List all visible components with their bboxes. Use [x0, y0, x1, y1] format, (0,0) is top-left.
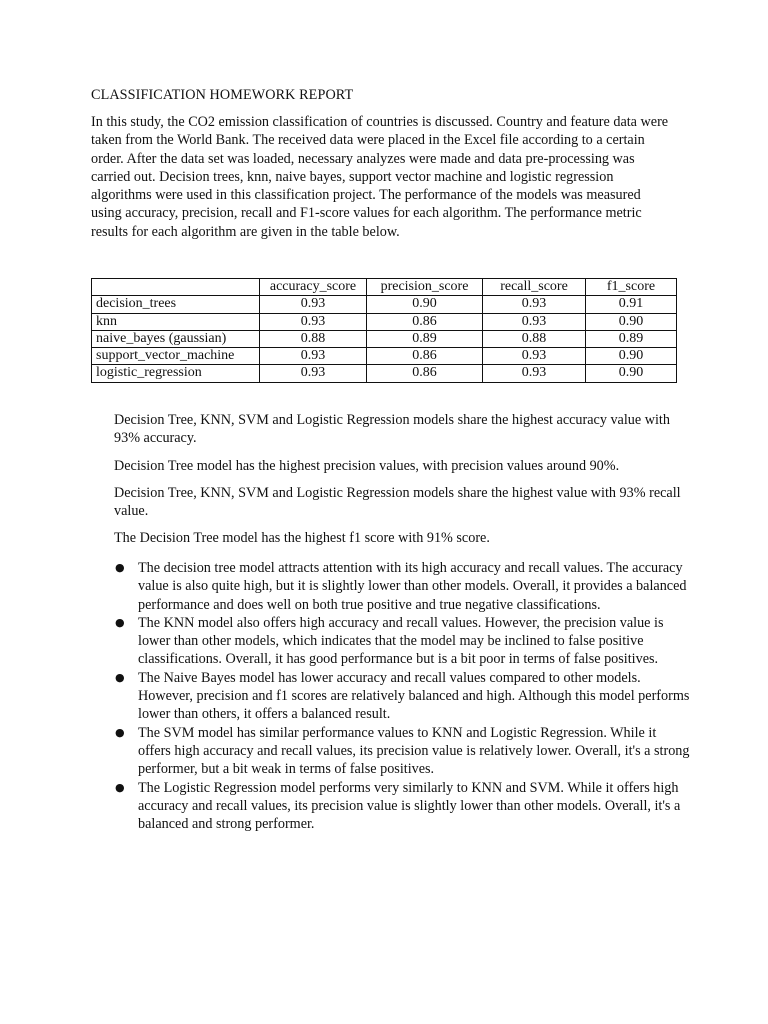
precision-cell: 0.90 — [367, 296, 483, 313]
finding-accuracy: Decision Tree, KNN, SVM and Logistic Regression models share the highest accuracy value with 93% accuracy. — [114, 412, 670, 447]
precision-cell: 0.86 — [367, 365, 483, 382]
f1-cell: 0.91 — [586, 296, 677, 313]
accuracy-cell: 0.88 — [260, 330, 367, 347]
bullet-icon: ● — [115, 615, 125, 629]
model-name-cell: decision_trees — [92, 296, 260, 313]
list-item-text: The decision tree model attracts attention with its high accuracy and recall values. The accuracy value is also quite high, but it is slightly lower than other models. Overall, it provides a balanced performance and does well on both true positive and true negative classifications. — [138, 560, 687, 613]
bullet-icon: ● — [115, 561, 125, 574]
table-row — [92, 296, 677, 313]
report-title: CLASSIFICATION HOMEWORK REPORT — [91, 87, 354, 103]
bullet-icon: ● — [115, 725, 125, 739]
accuracy-cell: 0.93 — [260, 296, 367, 313]
recall-cell: 0.93 — [483, 313, 586, 330]
bullet-icon: ● — [115, 670, 125, 684]
list-item — [91, 614, 691, 669]
model-name-cell: naive_bayes (gaussian) — [92, 330, 260, 347]
model-name-cell: knn — [92, 313, 260, 330]
precision-cell: 0.86 — [367, 313, 483, 330]
finding-f1: The Decision Tree model has the highest f1 score with 91% score. — [114, 530, 490, 547]
header-cell-accuracy: accuracy_score — [260, 279, 367, 296]
header-cell-recall: recall_score — [483, 279, 586, 296]
accuracy-cell: 0.93 — [260, 313, 367, 330]
precision-cell: 0.86 — [367, 348, 483, 365]
model-analysis-list — [91, 559, 691, 833]
list-item-text: The KNN model also offers high accuracy and recall values. However, the precision value is lower than other models, which indicates that the model may be inclined to false positive classifications. Overall, it has good performance but is a bit poor in terms of false positives. — [138, 614, 664, 668]
accuracy-cell: 0.93 — [260, 365, 367, 382]
table-row — [92, 313, 677, 330]
f1-cell: 0.90 — [586, 365, 677, 382]
metrics-table — [91, 278, 677, 383]
bullet-icon: ● — [115, 780, 125, 794]
f1-cell: 0.89 — [586, 330, 677, 347]
recall-cell: 0.93 — [483, 296, 586, 313]
f1-cell: 0.90 — [586, 313, 677, 330]
list-item-text: The SVM model has similar performance values to KNN and Logistic Regression. While it offers high accuracy and recall values, its precision value is relatively lower. Overall, it's a strong performer, but a bit weak in terms of false positives. — [138, 724, 690, 778]
list-item — [91, 724, 691, 779]
table-row — [92, 330, 677, 347]
header-cell-precision: precision_score — [367, 279, 483, 296]
list-item — [91, 779, 691, 834]
model-name-cell: support_vector_machine — [92, 348, 260, 365]
recall-cell: 0.93 — [483, 348, 586, 365]
table-row — [92, 348, 677, 365]
recall-cell: 0.88 — [483, 330, 586, 347]
table-header-row — [92, 279, 677, 296]
list-item-text: The Logistic Regression model performs very similarly to KNN and SVM. While it offers high accuracy and recall values, its precision value is slightly lower than other models. Overall, it's a balanced and strong performer. — [138, 779, 681, 833]
accuracy-cell: 0.93 — [260, 348, 367, 365]
list-item — [91, 559, 691, 614]
finding-recall: Decision Tree, KNN, SVM and Logistic Regression models share the highest value with 93% recall value. — [114, 484, 681, 520]
list-item-text: The Naive Bayes model has lower accuracy and recall values compared to other models. However, precision and f1 scores are relatively balanced and high. Although this model performs lower than others, it offers a balanced result. — [138, 669, 690, 723]
precision-cell: 0.89 — [367, 330, 483, 347]
header-cell-f1: f1_score — [586, 279, 677, 296]
header-cell-model — [92, 279, 260, 296]
finding-precision: Decision Tree model has the highest precision values, with precision values around 90%. — [114, 457, 620, 474]
recall-cell: 0.93 — [483, 365, 586, 382]
findings-section — [114, 411, 684, 557]
f1-cell: 0.90 — [586, 348, 677, 365]
intro-paragraph: In this study, the CO2 emission classification of countries is discussed. Country and feature data were taken from the World Bank. The received data were placed in the Excel file according to a certain order. After the data set was loaded, necessary analyzes were made and data pre-processing was carried out. Decision trees, knn, naive bayes, support vector machine and logistic regression algorithms were used in this classification project. The performance of the models was measured using accuracy, precision, recall and F1-score values for each algorithm. The performance metric results for each algorithm are given in the table below. — [91, 114, 669, 240]
table-row — [92, 365, 677, 382]
list-item — [91, 669, 691, 724]
model-name-cell: logistic_regression — [92, 365, 260, 382]
